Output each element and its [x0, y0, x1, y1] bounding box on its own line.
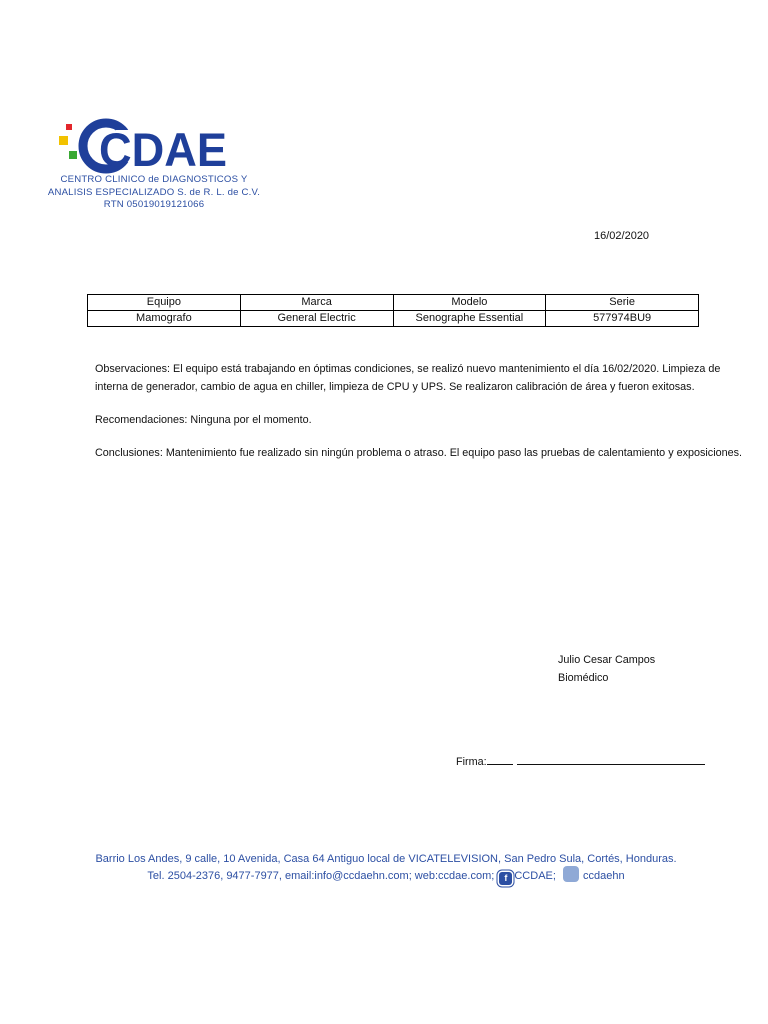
recomendaciones-paragraph: Recomendaciones: Ninguna por el momento.	[95, 414, 312, 426]
org-info	[38, 174, 270, 212]
instagram-icon	[563, 866, 579, 882]
cdae-logo	[56, 118, 232, 174]
cell-serie: 577974BU9	[546, 311, 699, 327]
firma-label: Firma:	[456, 756, 487, 768]
table-row	[88, 311, 699, 327]
firma-long-line	[517, 754, 705, 765]
column-header-marca: Marca	[240, 295, 393, 311]
signer-block	[558, 651, 655, 687]
signer-name: Julio Cesar Campos	[558, 654, 656, 666]
firma-short-line	[487, 754, 513, 765]
column-header-equipo: Equipo	[88, 295, 241, 311]
facebook-icon: f	[499, 872, 512, 885]
footer-contact: Tel. 2504-2376, 9477-7977, email:info@ccdaehn.com; web:ccdae.com;	[147, 870, 495, 882]
column-header-modelo: Modelo	[393, 295, 546, 311]
report-body	[95, 360, 745, 477]
footer-facebook: CCDAE;	[514, 870, 556, 882]
cell-marca: General Electric	[240, 311, 393, 327]
org-rtn: RTN 05019019121066	[103, 199, 205, 210]
org-name-line-1: CENTRO CLINICO de DIAGNOSTICOS Y	[60, 174, 248, 185]
cell-equipo: Mamografo	[88, 311, 241, 327]
document-date: 16/02/2020	[594, 230, 650, 242]
signer-role: Biomédico	[558, 672, 609, 684]
signature-line	[456, 754, 705, 768]
conclusiones-paragraph: Conclusiones: Mantenimiento fue realizado sin ningún problema o atraso. El equipo paso las pruebas de calentamiento y exposiciones.	[95, 447, 743, 459]
footer-instagram: ccdaehn	[582, 870, 625, 882]
column-header-serie: Serie	[546, 295, 699, 311]
footer-address: Barrio Los Andes, 9 calle, 10 Avenida, Casa 64 Antiguo local de VICATELEVISION, San Pedro Sula, Cortés, Honduras.	[95, 853, 677, 865]
table-header-row	[88, 295, 699, 311]
equipment-table	[87, 294, 699, 327]
footer-contact-line	[40, 866, 732, 885]
org-name-line-2: ANALISIS ESPECIALIZADO S. de R. L. de C.V.	[47, 186, 261, 198]
observaciones-paragraph: Observaciones: El equipo está trabajando en óptimas condiciones, se realizó nuevo mantenimiento el día 16/02/2020. Limpieza de interna de generador, cambio de agua en chiller, limpieza de CPU y UPS. Se realizaron calibración de área y fueron exitosas.	[95, 363, 721, 393]
cell-modelo: Senographe Essential	[393, 311, 546, 327]
logo-text: CDAE	[99, 123, 227, 174]
footer	[40, 852, 732, 885]
